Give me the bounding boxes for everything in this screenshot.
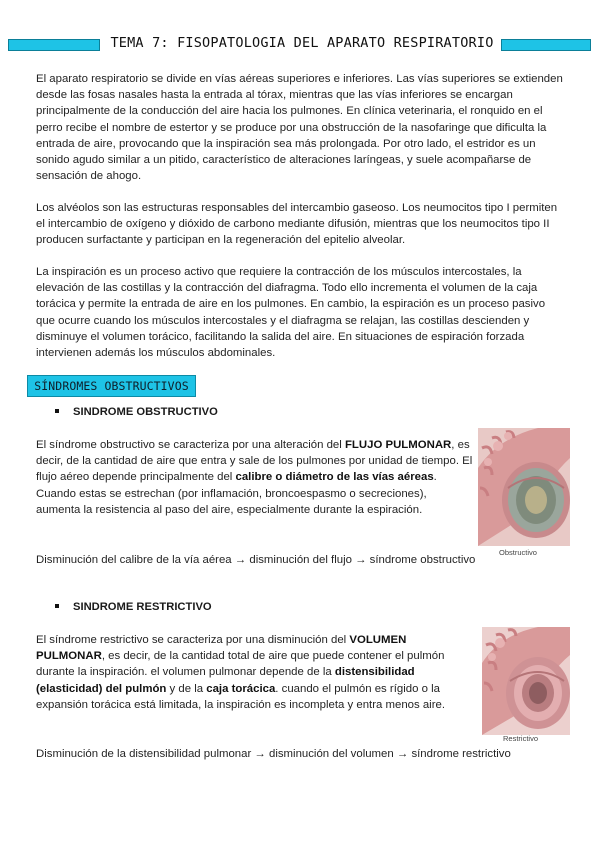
intro-paragraph-airways: El aparato respiratorio se divide en vías aéreas superiores e inferiores. Las vías superiores se extienden desde las fosas nasales hasta la entrada al tórax, mientras que las vías inferiores se encargan principalmente de la conducción del aire hacia los pulmones. En clínica veterinaria, el ronquido en el perro recibe el nombre de estertor y se produce por una obstrucción de la nasofaringe que dificulta la entrada de aire, provocando que la inspiración sea más prolongada. Por otro lado, el estridor es un sonido agudo similar a un pitido, característico de alteraciones laríngeas, y suele acompañarse de sensación de ahogo. [36, 73, 563, 183]
obstructive-caption: Obstructivo [499, 548, 537, 557]
obstructive-heading-label: SINDROME OBSTRUCTIVO [73, 406, 218, 418]
restrictive-airway-illustration [482, 627, 570, 735]
header-bar-right [501, 39, 591, 51]
restrictive-caption: Restrictivo [503, 734, 539, 743]
obstructive-heading [55, 406, 218, 418]
restrictive-keyword-thorax: caja torácica [206, 682, 276, 695]
section-heading-label: SÍNDROMES OBSTRUCTIVOS [34, 379, 189, 393]
page-header [8, 37, 591, 53]
restrictive-heading-label: SINDROME RESTRICTIVO [73, 601, 212, 613]
bullet-square-icon [55, 409, 59, 413]
restrictive-keyword-compliance: distensibilidad (elasticidad) del pulmón [36, 666, 415, 695]
restrictive-summary: Disminución de la distensibilidad pulmonar → disminución del volumen → síndrome restrictivo [36, 748, 511, 760]
restrictive-description: El síndrome restrictivo se caracteriza por una disminución del VOLUMEN PULMONAR, es decir, de la cantidad total de aire que puede contener el pulmón durante la inspiración. el volumen pulmonar depende de la distensibilidad (elasticidad) del pulmón y de la caja torácica. cuando el pulmón es rígido o la expansión torácica está limitada, la inspiración es incompleta y entra menos aire. [36, 634, 446, 711]
intro-paragraph-breathing: La inspiración es un proceso activo que requiere la contracción de los músculos intercostales, la elevación de las costillas y la contracción del diafragma. Todo ello incrementa el volumen de la caja torácica y permite la entrada de aire en los pulmones. En cambio, la espiración es un proceso pasivo que ocurre cuando los músculos intercostales y el diafragma se relajan, las costillas descienden y disminuye el volumen torácico, facilitando la salida del aire. En situaciones de espiración forzada intervienen además los músculos abdominales. [36, 266, 546, 360]
obstructive-keyword-flow: FLUJO PULMONAR [344, 439, 452, 451]
section-heading [27, 375, 196, 397]
restrictive-keyword-volume: VOLUMEN PULMONAR [36, 634, 407, 663]
bullet-square-icon [55, 604, 59, 608]
obstructive-description: El síndrome obstructivo se caracteriza por una alteración del FLUJO PULMONAR, es decir, de la cantidad de aire que entra y sale de los pulmones por unidad de tiempo. El flujo aéreo depende principalmente del calibre o diámetro de las vías aéreas. Cuando estas se estrechan (por inflamación, broncoespasmo o secreciones), aumenta la resistencia al paso del aire, especialmente durante la espiración. [36, 439, 473, 516]
intro-paragraph-alveoli: Los alvéolos son las estructuras responsables del intercambio gaseoso. Los neumocitos tipo I permiten el intercambio de oxígeno y dióxido de carbono mediante difusión, mientras que los neumocitos tipo II producen surfactante y participan en la regeneración del epitelio alveolar. [36, 202, 558, 247]
header-bar-left [8, 39, 100, 51]
obstructive-keyword-caliber: calibre o diámetro de las vías aéreas [235, 471, 434, 484]
obstructive-summary: Disminución del calibre de la vía aérea → disminución del flujo → síndrome obstructivo [36, 554, 476, 566]
page-title: TEMA 7: FISOPATOLOGIA DEL APARATO RESPIRATORIO [110, 35, 494, 51]
obstructive-airway-illustration [478, 428, 570, 546]
restrictive-heading [55, 601, 212, 613]
